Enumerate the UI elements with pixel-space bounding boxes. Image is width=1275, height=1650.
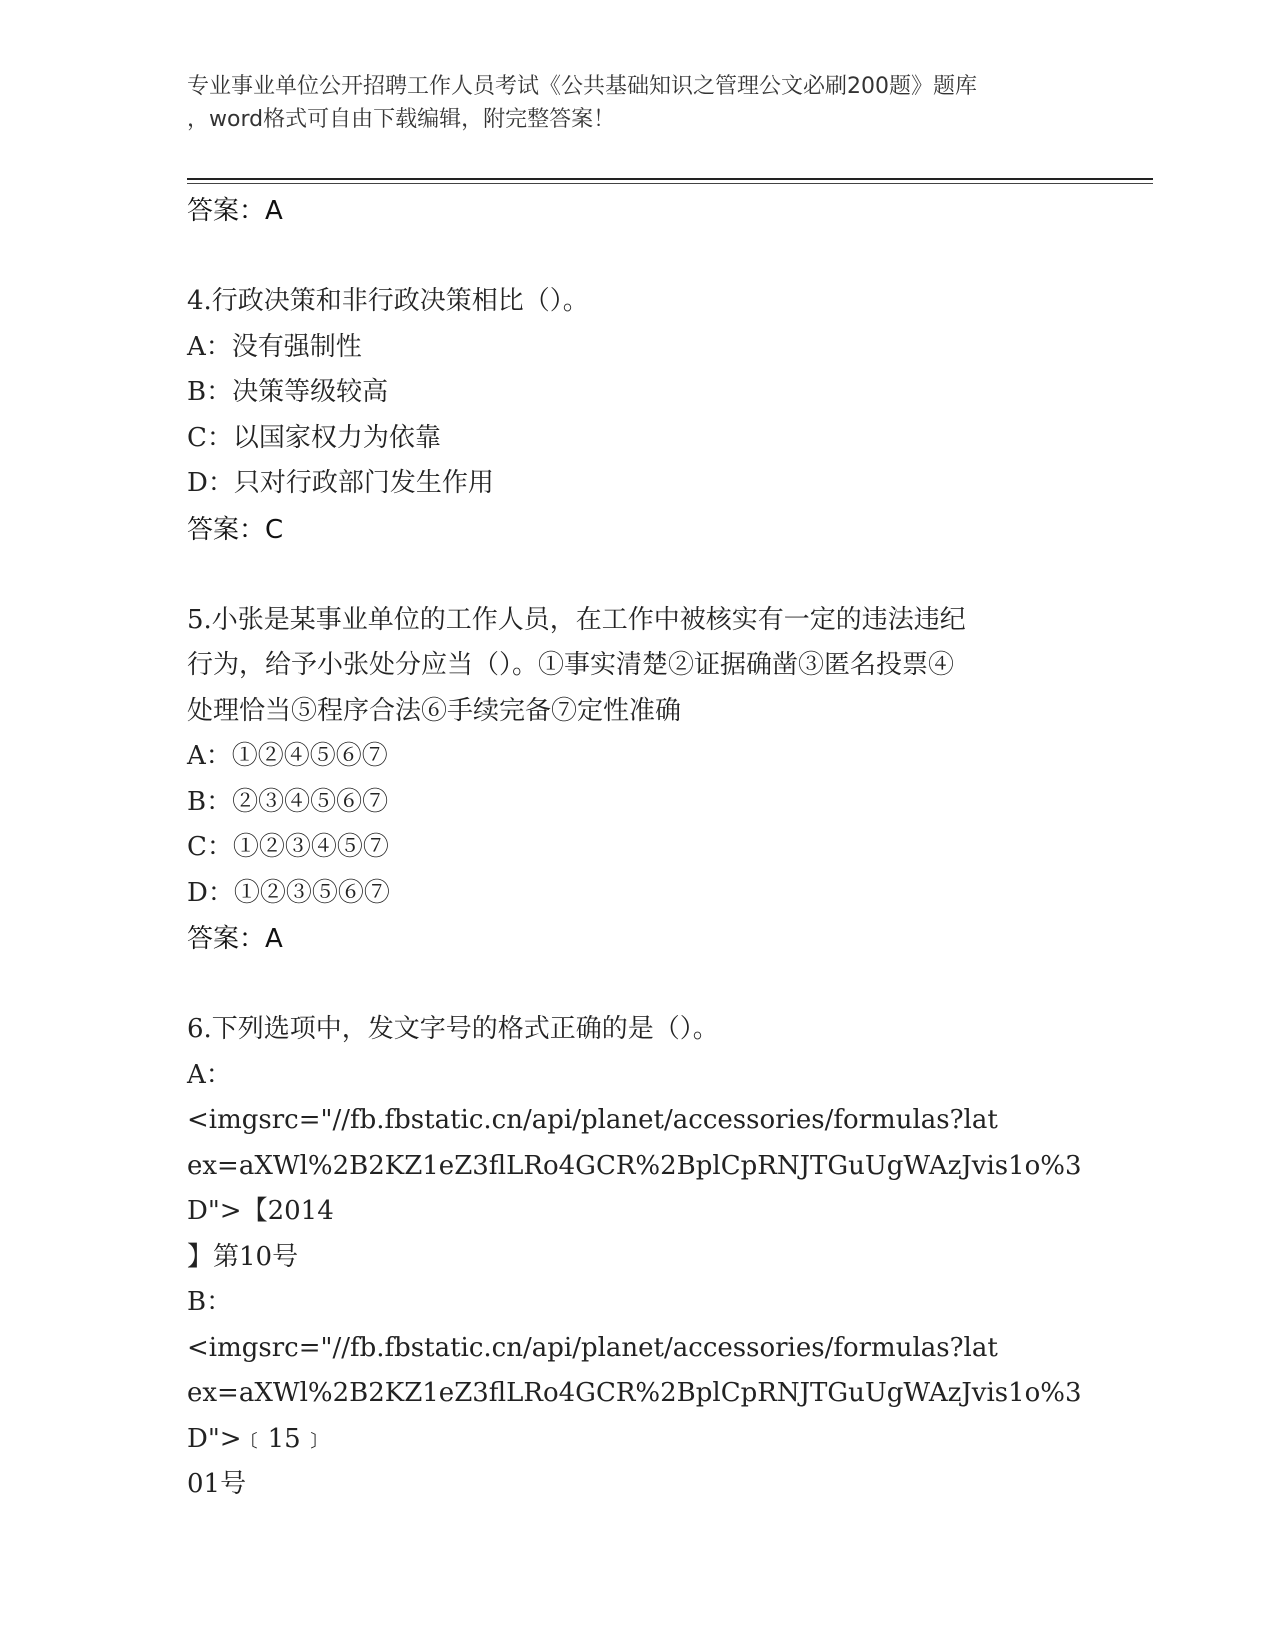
document-header [187, 70, 1087, 136]
header-line-1: 专业事业单位公开招聘工作人员考试《公共基础知识之管理公文必刷200题》题库 [187, 74, 977, 99]
question-stem: 4.行政决策和非行政决策相比（）。 [187, 286, 589, 316]
header-divider-thin [187, 183, 1153, 184]
header-line-2: ，word格式可自由下载编辑，附完整答案！ [187, 107, 616, 132]
option-c: C：以国家权力为依靠 [187, 422, 441, 453]
header-divider-thick [187, 178, 1153, 180]
question-stem: 6.下列选项中，发文字号的格式正确的是（）。 [187, 1014, 719, 1044]
option-a-text-line: ex=aXWl%2B2KZ1eZ3flLRo4GCR%2BplCpRNJTGuUgWAzJvis1o%3D">【2014 [187, 1150, 1082, 1226]
option-c: C：①②③④⑤⑦ [187, 832, 389, 862]
option-b: B：决策等级较高 [187, 377, 389, 407]
option-b-label: B： [187, 1287, 233, 1317]
answer: 答案：A [187, 924, 283, 954]
option-b-text-line: 01号 [187, 1469, 247, 1499]
question-stem-line: 处理恰当⑤程序合法⑥手续完备⑦定性准确 [187, 695, 682, 726]
question-6 [187, 1007, 1087, 1508]
option-d: D：①②③⑤⑥⑦ [187, 877, 390, 908]
option-a: A：没有强制性 [187, 331, 362, 362]
option-b-text-line: ex=aXWl%2B2KZ1eZ3flLRo4GCR%2BplCpRNJTGuUgWAzJvis1o%3D">﹝15﹞ [187, 1378, 1082, 1454]
question-5 [187, 598, 1087, 963]
option-b: B：②③④⑤⑥⑦ [187, 786, 389, 817]
answer-previous: 答案：A [187, 196, 283, 226]
option-d: D：只对行政部门发生作用 [187, 468, 494, 498]
option-a-text-line: 】第10号 [187, 1241, 299, 1272]
question-stem-line: 行为，给予小张处分应当（）。①事实清楚②证据确凿③匿名投票④ [187, 650, 955, 680]
option-a-label: A： [187, 1059, 232, 1090]
question-stem-line: 5.小张是某事业单位的工作人员，在工作中被核实有一定的违法违纪 [187, 604, 966, 635]
option-b-text-line: <imgsrc="//fb.fbstatic.cn/api/planet/accessories/formulas?lat [187, 1332, 998, 1363]
answer: 答案：C [187, 514, 284, 545]
question-4 [187, 279, 1087, 553]
option-a-text-line: <imgsrc="//fb.fbstatic.cn/api/planet/accessories/formulas?lat [187, 1105, 998, 1135]
option-a: A：①②④⑤⑥⑦ [187, 741, 388, 771]
question-content [187, 188, 1087, 1508]
